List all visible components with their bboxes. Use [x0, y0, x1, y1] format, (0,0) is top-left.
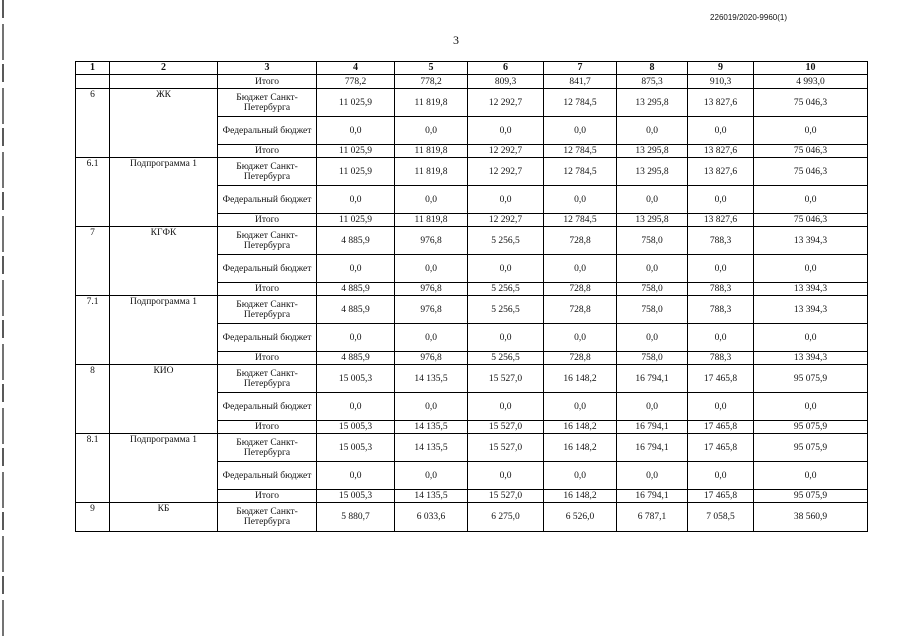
year-value-cell: 788,3: [688, 283, 754, 296]
year-value-cell: 0,0: [544, 255, 617, 283]
year-value-cell: 16 794,1: [617, 434, 688, 462]
funding-source-cell: Итого: [218, 75, 317, 89]
year-value-cell: 15 527,0: [468, 365, 544, 393]
column-header-10: 10: [754, 62, 868, 75]
year-value-cell: 841,7: [544, 75, 617, 89]
funding-source-cell: Итого: [218, 283, 317, 296]
year-value-cell: 728,8: [544, 227, 617, 255]
row-number-cell: 6: [76, 89, 110, 158]
funding-source-cell: Федеральный бюджет: [218, 255, 317, 283]
year-value-cell: 0,0: [317, 324, 395, 352]
year-value-cell: 12 784,5: [544, 158, 617, 186]
funding-source-cell: Бюджет Санкт-Петербурга: [218, 434, 317, 462]
year-value-cell: 6 033,6: [395, 503, 468, 532]
year-value-cell: 6 526,0: [544, 503, 617, 532]
year-value-cell: 0,0: [617, 255, 688, 283]
table-row: [76, 365, 868, 393]
total-value-cell: 0,0: [754, 117, 868, 145]
year-value-cell: 4 885,9: [317, 296, 395, 324]
year-value-cell: 0,0: [468, 117, 544, 145]
year-value-cell: 13 295,8: [617, 214, 688, 227]
year-value-cell: 758,0: [617, 227, 688, 255]
year-value-cell: 5 880,7: [317, 503, 395, 532]
table-row: [76, 503, 868, 532]
row-number-cell: 8: [76, 365, 110, 434]
year-value-cell: 14 135,5: [395, 490, 468, 503]
year-value-cell: 15 527,0: [468, 434, 544, 462]
year-value-cell: 910,3: [688, 75, 754, 89]
budget-table: [75, 61, 868, 532]
funding-source-cell: Федеральный бюджет: [218, 186, 317, 214]
year-value-cell: 4 885,9: [317, 283, 395, 296]
program-name-cell: КИО: [110, 365, 218, 434]
year-value-cell: 728,8: [544, 352, 617, 365]
funding-source-cell: Федеральный бюджет: [218, 117, 317, 145]
funding-source-cell: Бюджет Санкт-Петербурга: [218, 158, 317, 186]
total-value-cell: 13 394,3: [754, 283, 868, 296]
year-value-cell: 11 819,8: [395, 214, 468, 227]
total-value-cell: 95 075,9: [754, 490, 868, 503]
year-value-cell: 728,8: [544, 296, 617, 324]
row-number-cell: 7: [76, 227, 110, 296]
column-header-5: 5: [395, 62, 468, 75]
year-value-cell: 758,0: [617, 296, 688, 324]
year-value-cell: 875,3: [617, 75, 688, 89]
total-value-cell: 13 394,3: [754, 296, 868, 324]
year-value-cell: 16 148,2: [544, 490, 617, 503]
total-value-cell: 75 046,3: [754, 145, 868, 158]
year-value-cell: 11 025,9: [317, 214, 395, 227]
year-value-cell: 12 784,5: [544, 89, 617, 117]
row-number-cell: 6.1: [76, 158, 110, 227]
year-value-cell: 976,8: [395, 227, 468, 255]
year-value-cell: 11 025,9: [317, 158, 395, 186]
year-value-cell: 0,0: [688, 462, 754, 490]
year-value-cell: 0,0: [688, 186, 754, 214]
year-value-cell: 728,8: [544, 283, 617, 296]
year-value-cell: 758,0: [617, 352, 688, 365]
year-value-cell: 6 787,1: [617, 503, 688, 532]
year-value-cell: 11 025,9: [317, 145, 395, 158]
year-value-cell: 0,0: [317, 117, 395, 145]
column-header-2: 2: [110, 62, 218, 75]
year-value-cell: 976,8: [395, 352, 468, 365]
year-value-cell: 13 295,8: [617, 158, 688, 186]
table-header-row: [76, 62, 868, 75]
table-body: [76, 75, 868, 532]
year-value-cell: 16 794,1: [617, 421, 688, 434]
year-value-cell: 14 135,5: [395, 421, 468, 434]
table-row: [76, 75, 868, 89]
total-value-cell: 0,0: [754, 462, 868, 490]
table-row: [76, 434, 868, 462]
year-value-cell: 0,0: [395, 462, 468, 490]
year-value-cell: 17 465,8: [688, 365, 754, 393]
year-value-cell: 5 256,5: [468, 283, 544, 296]
year-value-cell: 0,0: [544, 186, 617, 214]
year-value-cell: 0,0: [688, 117, 754, 145]
table-row: [76, 296, 868, 324]
funding-source-cell: Итого: [218, 214, 317, 227]
total-value-cell: 13 394,3: [754, 227, 868, 255]
year-value-cell: 13 295,8: [617, 89, 688, 117]
year-value-cell: 0,0: [317, 393, 395, 421]
year-value-cell: 778,2: [395, 75, 468, 89]
scan-edge-mark: [2, 0, 4, 640]
funding-source-cell: Итого: [218, 490, 317, 503]
total-value-cell: 75 046,3: [754, 89, 868, 117]
program-name-cell: Подпрограмма 1: [110, 296, 218, 365]
year-value-cell: 15 005,3: [317, 421, 395, 434]
year-value-cell: 17 465,8: [688, 421, 754, 434]
year-value-cell: 11 819,8: [395, 158, 468, 186]
year-value-cell: 0,0: [468, 324, 544, 352]
year-value-cell: 5 256,5: [468, 352, 544, 365]
total-value-cell: 13 394,3: [754, 352, 868, 365]
year-value-cell: 17 465,8: [688, 490, 754, 503]
table-row: [76, 158, 868, 186]
year-value-cell: 5 256,5: [468, 296, 544, 324]
year-value-cell: 16 794,1: [617, 490, 688, 503]
program-name-cell: Подпрограмма 1: [110, 158, 218, 227]
year-value-cell: 5 256,5: [468, 227, 544, 255]
total-value-cell: 0,0: [754, 255, 868, 283]
year-value-cell: 11 819,8: [395, 89, 468, 117]
column-header-3: 3: [218, 62, 317, 75]
year-value-cell: 0,0: [468, 255, 544, 283]
funding-source-cell: Федеральный бюджет: [218, 324, 317, 352]
year-value-cell: 0,0: [688, 393, 754, 421]
year-value-cell: 0,0: [317, 255, 395, 283]
year-value-cell: 0,0: [617, 186, 688, 214]
year-value-cell: 15 005,3: [317, 365, 395, 393]
year-value-cell: 0,0: [617, 324, 688, 352]
year-value-cell: 0,0: [395, 324, 468, 352]
funding-source-cell: Бюджет Санкт-Петербурга: [218, 227, 317, 255]
year-value-cell: 16 148,2: [544, 421, 617, 434]
year-value-cell: 0,0: [317, 462, 395, 490]
column-header-4: 4: [317, 62, 395, 75]
year-value-cell: 15 527,0: [468, 490, 544, 503]
year-value-cell: 0,0: [544, 393, 617, 421]
year-value-cell: 976,8: [395, 283, 468, 296]
total-value-cell: 0,0: [754, 186, 868, 214]
program-name-cell: КБ: [110, 503, 218, 532]
funding-source-cell: Бюджет Санкт-Петербурга: [218, 503, 317, 532]
column-header-7: 7: [544, 62, 617, 75]
year-value-cell: 13 827,6: [688, 158, 754, 186]
year-value-cell: 809,3: [468, 75, 544, 89]
year-value-cell: 14 135,5: [395, 434, 468, 462]
year-value-cell: 16 148,2: [544, 434, 617, 462]
year-value-cell: 14 135,5: [395, 365, 468, 393]
total-value-cell: 0,0: [754, 324, 868, 352]
table-row: [76, 227, 868, 255]
row-number-cell: 7.1: [76, 296, 110, 365]
year-value-cell: 12 784,5: [544, 145, 617, 158]
year-value-cell: 0,0: [617, 462, 688, 490]
row-number-cell: [76, 75, 110, 89]
year-value-cell: 11 025,9: [317, 89, 395, 117]
column-header-6: 6: [468, 62, 544, 75]
row-number-cell: 9: [76, 503, 110, 532]
program-name-cell: КГФК: [110, 227, 218, 296]
year-value-cell: 0,0: [617, 393, 688, 421]
year-value-cell: 16 148,2: [544, 365, 617, 393]
year-value-cell: 0,0: [395, 255, 468, 283]
total-value-cell: 75 046,3: [754, 158, 868, 186]
year-value-cell: 0,0: [468, 186, 544, 214]
year-value-cell: 12 784,5: [544, 214, 617, 227]
year-value-cell: 12 292,7: [468, 158, 544, 186]
total-value-cell: 95 075,9: [754, 365, 868, 393]
program-name-cell: ЖК: [110, 89, 218, 158]
year-value-cell: 0,0: [688, 324, 754, 352]
year-value-cell: 0,0: [317, 186, 395, 214]
funding-source-cell: Итого: [218, 145, 317, 158]
year-value-cell: 4 885,9: [317, 227, 395, 255]
year-value-cell: 788,3: [688, 296, 754, 324]
year-value-cell: 0,0: [617, 117, 688, 145]
total-value-cell: 38 560,9: [754, 503, 868, 532]
year-value-cell: 788,3: [688, 352, 754, 365]
program-name-cell: Подпрограмма 1: [110, 434, 218, 503]
total-value-cell: 4 993,0: [754, 75, 868, 89]
total-value-cell: 75 046,3: [754, 214, 868, 227]
column-header-1: 1: [76, 62, 110, 75]
year-value-cell: 0,0: [468, 393, 544, 421]
document-id: 226019/2020-9960(1): [710, 13, 787, 22]
year-value-cell: 0,0: [395, 186, 468, 214]
program-name-cell: [110, 75, 218, 89]
year-value-cell: 17 465,8: [688, 434, 754, 462]
year-value-cell: 16 794,1: [617, 365, 688, 393]
year-value-cell: 15 005,3: [317, 434, 395, 462]
year-value-cell: 12 292,7: [468, 89, 544, 117]
year-value-cell: 0,0: [544, 462, 617, 490]
funding-source-cell: Бюджет Санкт-Петербурга: [218, 296, 317, 324]
funding-source-cell: Федеральный бюджет: [218, 462, 317, 490]
year-value-cell: 6 275,0: [468, 503, 544, 532]
year-value-cell: 758,0: [617, 283, 688, 296]
funding-source-cell: Бюджет Санкт-Петербурга: [218, 89, 317, 117]
year-value-cell: 13 827,6: [688, 89, 754, 117]
year-value-cell: 11 819,8: [395, 145, 468, 158]
year-value-cell: 12 292,7: [468, 145, 544, 158]
year-value-cell: 13 827,6: [688, 214, 754, 227]
funding-source-cell: Бюджет Санкт-Петербурга: [218, 365, 317, 393]
year-value-cell: 0,0: [688, 255, 754, 283]
year-value-cell: 12 292,7: [468, 214, 544, 227]
year-value-cell: 976,8: [395, 296, 468, 324]
row-number-cell: 8.1: [76, 434, 110, 503]
funding-source-cell: Федеральный бюджет: [218, 393, 317, 421]
year-value-cell: 4 885,9: [317, 352, 395, 365]
year-value-cell: 778,2: [317, 75, 395, 89]
page-number: 3: [453, 33, 459, 47]
year-value-cell: 0,0: [468, 462, 544, 490]
table-row: [76, 89, 868, 117]
year-value-cell: 13 827,6: [688, 145, 754, 158]
year-value-cell: 13 295,8: [617, 145, 688, 158]
funding-source-cell: Итого: [218, 421, 317, 434]
column-header-9: 9: [688, 62, 754, 75]
year-value-cell: 0,0: [395, 117, 468, 145]
total-value-cell: 0,0: [754, 393, 868, 421]
year-value-cell: 15 005,3: [317, 490, 395, 503]
year-value-cell: 7 058,5: [688, 503, 754, 532]
column-header-8: 8: [617, 62, 688, 75]
total-value-cell: 95 075,9: [754, 421, 868, 434]
year-value-cell: 15 527,0: [468, 421, 544, 434]
year-value-cell: 0,0: [544, 117, 617, 145]
funding-source-cell: Итого: [218, 352, 317, 365]
year-value-cell: 0,0: [395, 393, 468, 421]
year-value-cell: 0,0: [544, 324, 617, 352]
total-value-cell: 95 075,9: [754, 434, 868, 462]
year-value-cell: 788,3: [688, 227, 754, 255]
